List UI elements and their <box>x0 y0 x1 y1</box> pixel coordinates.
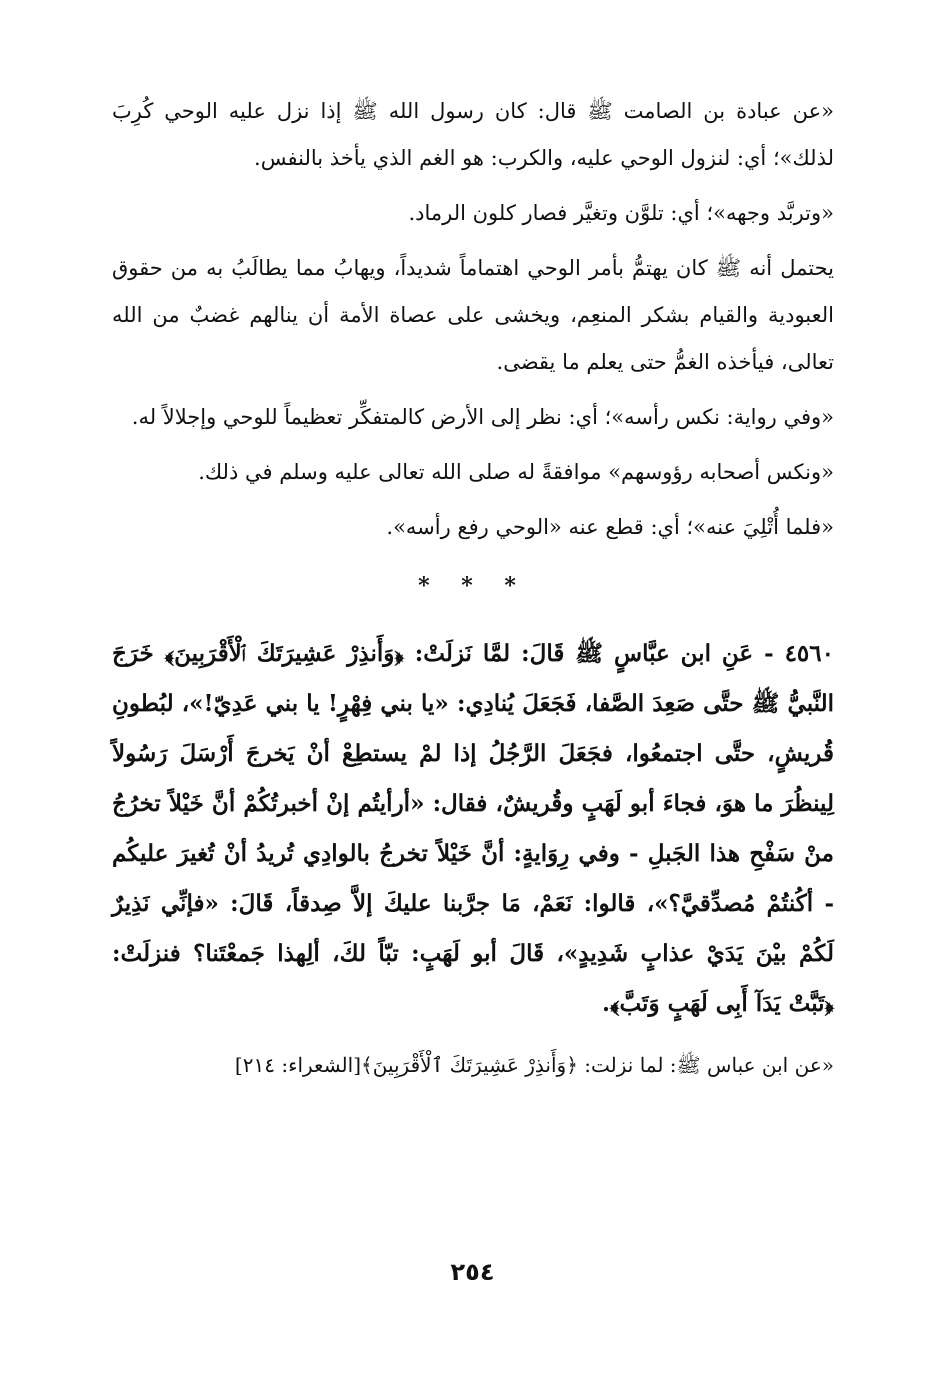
page-body <box>112 88 834 1087</box>
commentary-paragraph-2: «وتربَّد وجهه»؛ أي: تلوَّن وتغيَّر فصار كلون الرماد. <box>408 201 834 225</box>
commentary-paragraph-6: «فلما أُتْلِيَ عنه»؛ أي: قطع عنه «الوحي رفع رأسه». <box>386 515 834 539</box>
page-number: ٢٥٤ <box>450 1258 495 1286</box>
hadith-text: ٤٥٦٠ - عَنِ ابن عبَّاسٍ ﷺ قَالَ: لمَّا نَزلَتْ: ﴿وَأَنذِرْ عَشِيرَتَكَ ٱلْأَقْرَبِينَ﴾ خَرَجَ النَّبيُّ ﷺ حتَّى صَعِدَ الصَّفا، فَجَعَلَ يُنادِي: «يا بني فِهْرٍ! يا بني عَدِيّ!»، لبُطونِ قُريشٍ، حتَّى اجتمعُوا، فجَعَلَ الرَّجُلُ إذا لمْ يستطِعْ أنْ يَخرجَ أَرْسَلَ رَسُولاً لِينظُرَ ما هوَ، فجاءَ أبو لَهَبٍ وقُريشٌ، فقال: «أرأيتُم إنْ أخبرتُكُمْ أنَّ خَيْلاً تخرُجُ منْ سَفْحِ هذا الجَبلِ - وفي رِوَايةٍ: أنَّ خَيْلاً تخرجُ بالوادِي تُريدُ أنْ تُغيرَ عليكُم - أكُنتُمْ مُصدِّقيَّ؟»، قالوا: نَعَمْ، مَا جرَّبنا عليكَ إلاَّ صِدقاً، قَالَ: «فإنِّي نَذِيرٌ لَكُمْ بيْنَ يَدَيْ عذابٍ شَدِيدٍ»، قَالَ أبو لَهَبٍ: تبّاً لكَ، ألِهذا جَمعْتَنا؟ فنزلَتْ: ﴿تَبَّتْ يَدَآ أَبِى لَهَبٍ وَتَبَّ﴾. <box>112 640 834 1017</box>
commentary-paragraph-3: يحتمل أنه ﷺ كان يهتمُّ بأمر الوحي اهتماماً شديداً، ويهابُ مما يطالَبُ به من حقوق العبودية والقيام بشكر المنعِم، ويخشى على عصاة الأمة أن ينالهم غضبٌ من الله تعالى، فيأخذه الغمُّ حتى يعلم ما يقضى. <box>112 256 834 374</box>
commentary-paragraph-5: «ونكس أصحابه رؤوسهم» موافقةً له صلى الله تعالى عليه وسلم في ذلك. <box>198 460 834 484</box>
section-separator: * * * <box>418 573 528 599</box>
commentary-paragraph-4: «وفي رواية: نكس رأسه»؛ أي: نظر إلى الأرض كالمتفكِّر تعظيماً للوحي وإجلالاً له. <box>131 405 834 429</box>
commentary-footnote: «عن ابن عباس ﷺ: لما نزلت: ﴿وَأَنذِرْ عَشِيرَتَكَ ٱلْأَقْرَبِينَ﴾[الشعراء: ٢١٤] <box>234 1053 834 1077</box>
commentary-paragraph-1: «عن عبادة بن الصامت ﷺ قال: كان رسول الله ﷺ إذا نزل عليه الوحي كُرِبَ لذلك»؛ أي: لنزول الوحي عليه، والكرب: هو الغم الذي يأخذ بالنفس. <box>112 99 834 170</box>
